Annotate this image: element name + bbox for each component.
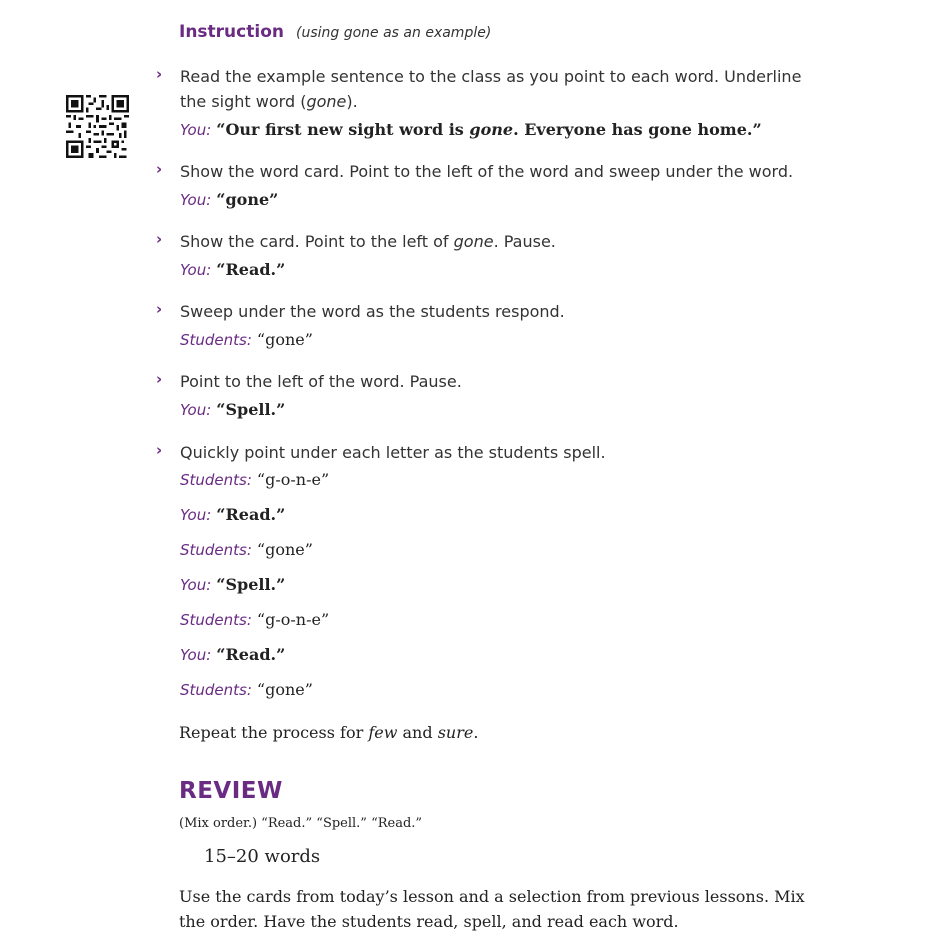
student-quote: “g-o-n-e” (256, 610, 330, 629)
instruction-subtitle: (using gone as an example) (295, 25, 492, 41)
step-2 (156, 159, 816, 184)
teacher-quote: “gone” (216, 190, 279, 209)
dialogue-line (180, 680, 313, 699)
speaker-label: Students: (180, 681, 252, 699)
step-text: Show the word card. Point to the left of the word and sweep under the word. (180, 162, 794, 181)
qr-code-icon (66, 95, 129, 158)
dialogue-line (180, 540, 313, 559)
chevron-right-icon: › (156, 370, 163, 388)
step-text: Show the card. Point to the left of gone. Pause. (180, 232, 556, 251)
teacher-quote: “Spell.” (216, 400, 286, 419)
dialogue-line (180, 505, 285, 524)
step-1 (156, 64, 816, 114)
teacher-quote: “Spell.” (216, 575, 286, 594)
chevron-right-icon: › (156, 441, 163, 459)
speaker-label: You: (180, 261, 212, 279)
step-3 (156, 229, 816, 254)
chevron-right-icon: › (156, 65, 163, 83)
chevron-right-icon: › (156, 300, 163, 318)
dialogue-line (180, 400, 285, 419)
speaker-label: Students: (180, 331, 252, 349)
student-quote: “gone” (256, 330, 313, 349)
dialogue-line (180, 260, 285, 279)
review-word-count: 15–20 words (204, 846, 321, 867)
step-5 (156, 369, 816, 394)
speaker-label: You: (180, 401, 212, 419)
student-quote: “g-o-n-e” (256, 470, 330, 489)
step-text: Point to the left of the word. Pause. (180, 372, 462, 391)
chevron-right-icon: › (156, 160, 163, 178)
dialogue-line (180, 645, 285, 664)
instruction-title: Instruction (179, 22, 284, 42)
step-text: Sweep under the word as the students respond. (180, 302, 565, 321)
speaker-label: You: (180, 506, 212, 524)
teacher-quote: “Read.” (216, 645, 286, 664)
step-text: Quickly point under each letter as the students spell. (180, 443, 606, 462)
speaker-label: Students: (180, 611, 252, 629)
instruction-heading (179, 22, 491, 42)
student-quote: “gone” (256, 540, 313, 559)
teacher-quote: “Read.” (216, 505, 286, 524)
dialogue-line (180, 330, 313, 349)
step-6 (156, 440, 816, 465)
dialogue-line (180, 190, 278, 209)
review-body: Use the cards from today’s lesson and a selection from previous lessons. Mix the order. Have the students read, spell, and read each word. (179, 887, 805, 931)
repeat-note: Repeat the process for few and sure. (179, 723, 479, 742)
dialogue-line (180, 575, 285, 594)
speaker-label: You: (180, 191, 212, 209)
review-mix-order: (Mix order.) “Read.” “Spell.” “Read.” (179, 816, 423, 831)
step-text: Read the example sentence to the class as you point to each word. Underline the sight word (gone). (180, 67, 802, 111)
dialogue-line (180, 610, 329, 629)
speaker-label: Students: (180, 471, 252, 489)
speaker-label: Students: (180, 541, 252, 559)
dialogue-line (180, 120, 762, 139)
speaker-label: You: (180, 121, 212, 139)
speaker-label: You: (180, 646, 212, 664)
speaker-label: You: (180, 576, 212, 594)
dialogue-line (180, 470, 329, 489)
teacher-quote: “Our first new sight word is gone. Everyone has gone home.” (216, 120, 762, 139)
step-4 (156, 299, 816, 324)
teacher-quote: “Read.” (216, 260, 286, 279)
chevron-right-icon: › (156, 230, 163, 248)
review-heading: REVIEW (179, 778, 283, 804)
student-quote: “gone” (256, 680, 313, 699)
